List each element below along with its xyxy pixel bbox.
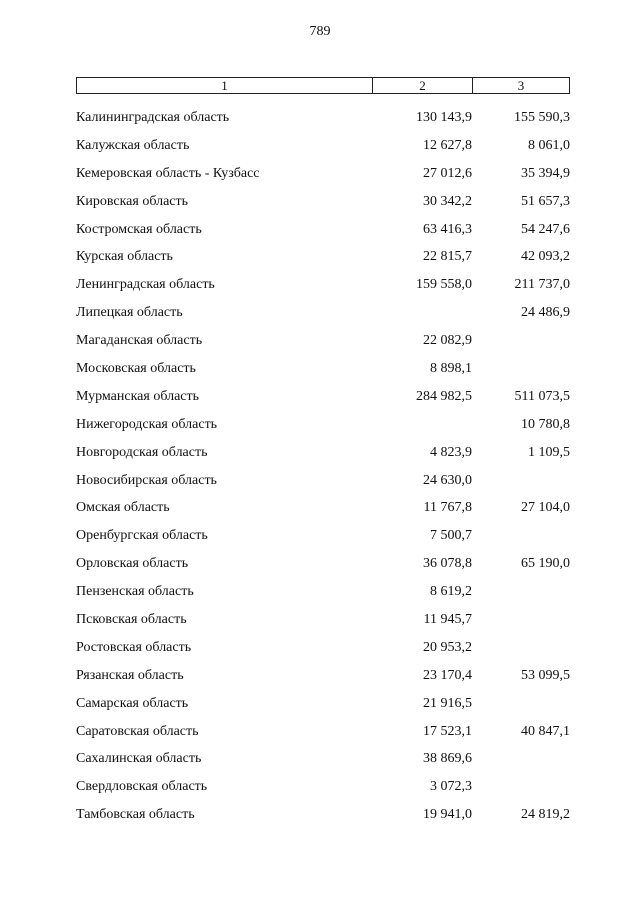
table-row <box>76 662 570 690</box>
region-name: Самарская область <box>76 695 189 711</box>
table-row <box>76 271 570 299</box>
column-header-3: 3 <box>517 77 525 93</box>
table-row <box>76 383 570 411</box>
value-col-2: 8 898,1 <box>430 360 472 376</box>
region-name: Костромская область <box>76 221 202 237</box>
value-col-2: 30 342,2 <box>423 193 472 209</box>
region-name: Тамбовская область <box>76 807 195 823</box>
value-col-2: 159 558,0 <box>416 277 472 293</box>
table-row <box>76 494 570 522</box>
region-name: Саратовская область <box>76 723 199 739</box>
value-col-3: 24 819,2 <box>521 807 570 823</box>
value-col-3: 8 061,0 <box>528 137 570 153</box>
value-col-3: 65 190,0 <box>521 556 570 572</box>
region-name: Кемеровская область - Кузбасс <box>76 165 260 181</box>
value-col-3: 1 109,5 <box>528 444 570 460</box>
region-name: Липецкая область <box>76 305 183 321</box>
value-col-2: 22 815,7 <box>423 249 472 265</box>
value-col-2: 7 500,7 <box>430 528 472 544</box>
value-col-2: 19 941,0 <box>423 807 472 823</box>
region-name: Ростовская область <box>76 639 192 655</box>
table-row <box>76 634 570 662</box>
value-col-2: 284 982,5 <box>416 388 472 404</box>
value-col-3: 24 486,9 <box>521 305 570 321</box>
value-col-2: 27 012,6 <box>423 165 472 181</box>
region-name: Калининградская область <box>76 109 230 125</box>
table-row <box>76 745 570 773</box>
value-col-2: 12 627,8 <box>423 137 472 153</box>
value-col-3: 51 657,3 <box>521 193 570 209</box>
table-row <box>76 801 570 829</box>
region-name: Орловская область <box>76 556 189 572</box>
table-row <box>76 216 570 244</box>
region-name: Пензенская область <box>76 584 194 600</box>
region-name: Курская область <box>76 249 173 265</box>
table-row <box>76 327 570 355</box>
value-col-2: 3 072,3 <box>430 779 472 795</box>
value-col-3: 511 073,5 <box>514 388 570 404</box>
value-col-3: 211 737,0 <box>514 277 570 293</box>
region-name: Новосибирская область <box>76 472 217 488</box>
value-col-2: 4 823,9 <box>430 444 472 460</box>
value-col-2: 21 916,5 <box>423 695 472 711</box>
region-name: Рязанская область <box>76 667 184 683</box>
table-row <box>76 522 570 550</box>
table-row <box>76 773 570 801</box>
table-row <box>76 718 570 746</box>
region-name: Омская область <box>76 500 170 516</box>
value-col-2: 130 143,9 <box>416 109 472 125</box>
region-name: Московская область <box>76 360 196 376</box>
column-header-2: 2 <box>373 78 473 93</box>
table-row <box>76 550 570 578</box>
region-name: Кировская область <box>76 193 189 209</box>
table-row <box>76 439 570 467</box>
value-col-3: 35 394,9 <box>521 165 570 181</box>
value-col-2: 23 170,4 <box>423 667 472 683</box>
region-name: Псковская область <box>76 611 187 627</box>
table-body <box>76 104 570 829</box>
value-col-2: 11 945,7 <box>423 611 472 627</box>
table-row <box>76 132 570 160</box>
value-col-2: 20 953,2 <box>423 639 472 655</box>
value-col-2: 8 619,2 <box>430 584 472 600</box>
table-row <box>76 188 570 216</box>
page-number: 789 <box>309 24 331 39</box>
table-row <box>76 467 570 495</box>
table-row <box>76 606 570 634</box>
value-col-2: 11 767,8 <box>423 500 472 516</box>
value-col-2: 36 078,8 <box>423 556 472 572</box>
table-row <box>76 355 570 383</box>
region-name: Новгородская область <box>76 444 208 460</box>
table-header <box>76 77 570 94</box>
table-row <box>76 578 570 606</box>
region-name: Оренбургская область <box>76 528 208 544</box>
region-name: Ленинградская область <box>76 277 215 293</box>
table-row <box>76 411 570 439</box>
table-row <box>76 104 570 132</box>
value-col-2: 22 082,9 <box>423 333 472 349</box>
region-name: Сахалинская область <box>76 751 202 767</box>
table-row <box>76 690 570 718</box>
value-col-3: 155 590,3 <box>514 109 570 125</box>
table-row <box>76 160 570 188</box>
value-col-2: 17 523,1 <box>423 723 472 739</box>
region-name: Свердловская область <box>76 779 208 795</box>
value-col-3: 53 099,5 <box>521 667 570 683</box>
table-row <box>76 243 570 271</box>
region-name: Мурманская область <box>76 388 200 404</box>
value-col-2: 63 416,3 <box>423 221 472 237</box>
value-col-2: 38 869,6 <box>423 751 472 767</box>
value-col-3: 10 780,8 <box>521 416 570 432</box>
table-row <box>76 299 570 327</box>
value-col-3: 27 104,0 <box>521 500 570 516</box>
value-col-3: 54 247,6 <box>521 221 570 237</box>
value-col-3: 40 847,1 <box>521 723 570 739</box>
value-col-2: 24 630,0 <box>423 472 472 488</box>
region-name: Калужская область <box>76 137 190 153</box>
region-name: Нижегородская область <box>76 416 218 432</box>
value-col-3: 42 093,2 <box>521 249 570 265</box>
region-name: Магаданская область <box>76 333 203 349</box>
column-header-1: 1 <box>77 78 373 93</box>
